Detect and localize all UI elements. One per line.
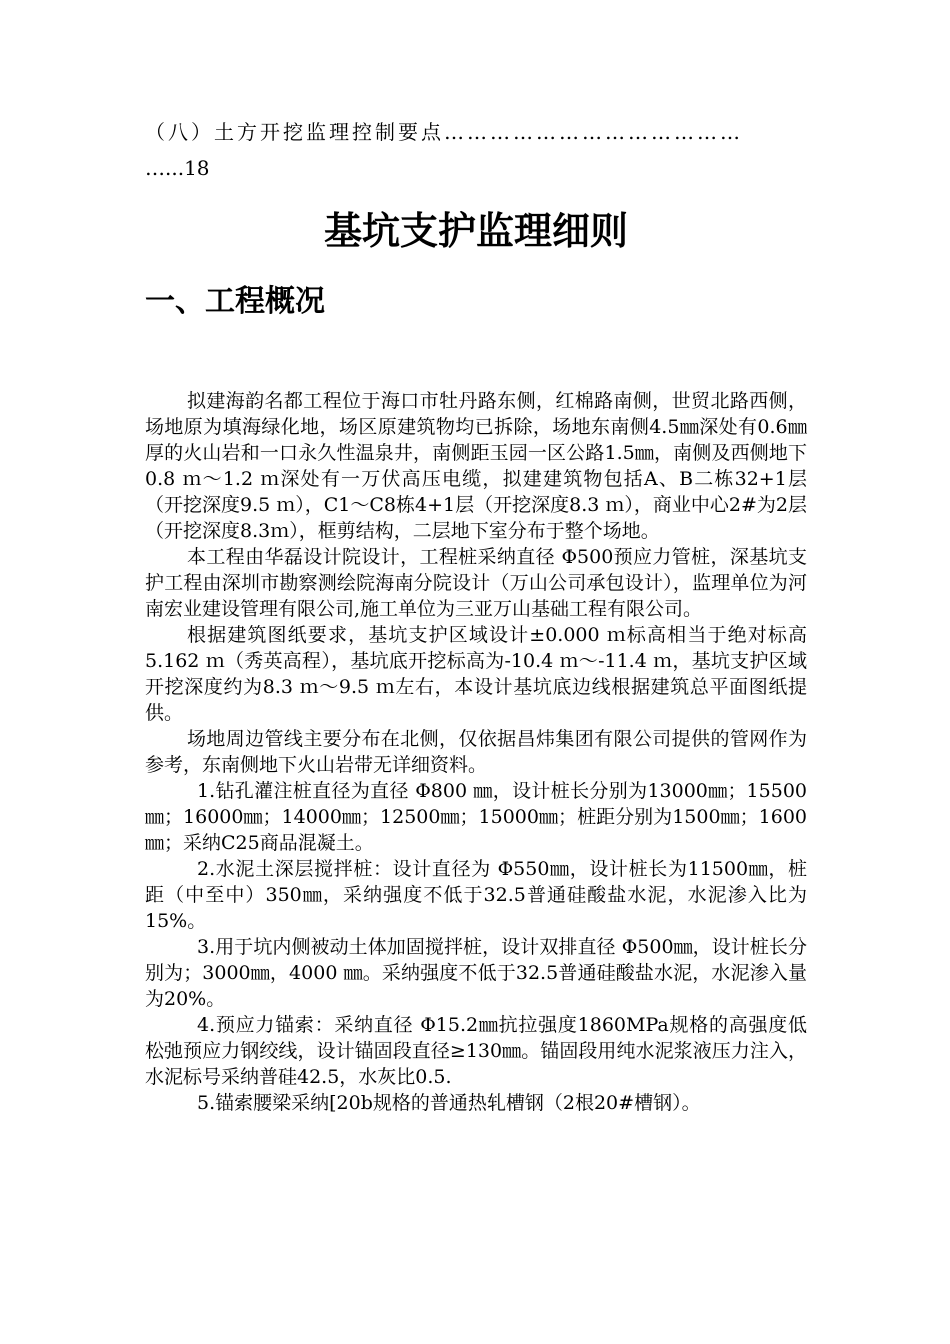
list-item-reinforcement-pile: 3.用于坑内侧被动土体加固搅拌桩，设计双排直径 Φ500㎜，设计桩长分别为；3000㎜，4000 ㎜。采纳强度不低于32.5普通硅酸盐水泥，水泥渗入量为20%。 — [145, 936, 807, 1010]
section-body — [145, 388, 807, 1116]
list-item-mixing-pile: 2.水泥土深层搅拌桩：设计直径为 Φ550㎜，设计桩长为11500㎜，桩距（中至中）350㎜，采纳强度不低于32.5普通硅酸盐水泥，水泥渗入比为15%。 — [145, 858, 807, 932]
paragraph-overview: 拟建海韵名都工程位于海口市牡丹路东侧，红棉路南侧，世贸北路西侧，场地原为填海绿化地，场区原建筑物均已拆除，场地东南侧4.5㎜深处有0.6㎜厚的火山岩和一口永久性温泉井，南侧距玉园一区公路1.5㎜，南侧及西侧地下0.8 ｍ～1.2 ｍ深处有一万伏高压电缆，拟建建筑物包括A、B二栋32+1层（开挖深度9.5 ｍ），C1～C8栋4+1层（开挖深度8.3 ｍ），商业中心2#为2层（开挖深度8.3ｍ），框剪结构，二层地下室分布于整个场地。 — [145, 390, 807, 542]
toc-page-number: …...18 — [145, 156, 210, 180]
document-page — [145, 118, 807, 1116]
document-title: 基坑支护监理细则 — [323, 209, 628, 253]
paragraph-design-units: 本工程由华磊设计院设计，工程桩采纳直径 Φ500预应力管桩，深基坑支护工程由深圳市勘察测绘院海南分院设计（万山公司承包设计），监理单位为河南宏业建设管理有限公司,施工单位为三亚万山基础工程有限公司。 — [145, 546, 807, 620]
list-item-bored-pile: 1.钻孔灌注桩直径为直径 Φ800 ㎜，设计桩长分别为13000㎜；15500㎜；16000㎜；14000㎜；12500㎜；15000㎜；桩距分别为1500㎜；1600㎜；采纳C25商品混凝土。 — [145, 780, 807, 854]
list-item-waist-beam: 5.锚索腰梁采纳[20b规格的普通热轧槽钢（2根20#槽钢）。 — [197, 1092, 701, 1114]
toc-entry[interactable]: （八）土方开挖监理控制要点………………………………… — [145, 120, 743, 144]
list-item-anchor-cable: 4.预应力锚索：采纳直径 Φ15.2㎜抗拉强度1860MPa规格的高强度低松弛预应力钢绞线，设计锚固段直径≥130㎜。锚固段用纯水泥浆液压力注入，水泥标号采纳普硅42.5，水灰比0.5. — [145, 1014, 807, 1088]
paragraph-pipelines: 场地周边管线主要分布在北侧，仅依据昌炜集团有限公司提供的管网作为参考，东南侧地下火山岩带无详细资料。 — [145, 728, 807, 776]
paragraph-elevation: 根据建筑图纸要求，基坑支护区域设计±0.000 ｍ标高相当于绝对标高5.162 ｍ（秀英高程），基坑底开挖标高为-10.4 ｍ～-11.4 ｍ，基坑支护区域开挖深度约为8.3 ｍ～9.5 ｍ左右，本设计基坑底边线根据建筑总平面图纸提供。 — [145, 624, 807, 724]
section-heading: 一、工程概况 — [145, 284, 325, 319]
